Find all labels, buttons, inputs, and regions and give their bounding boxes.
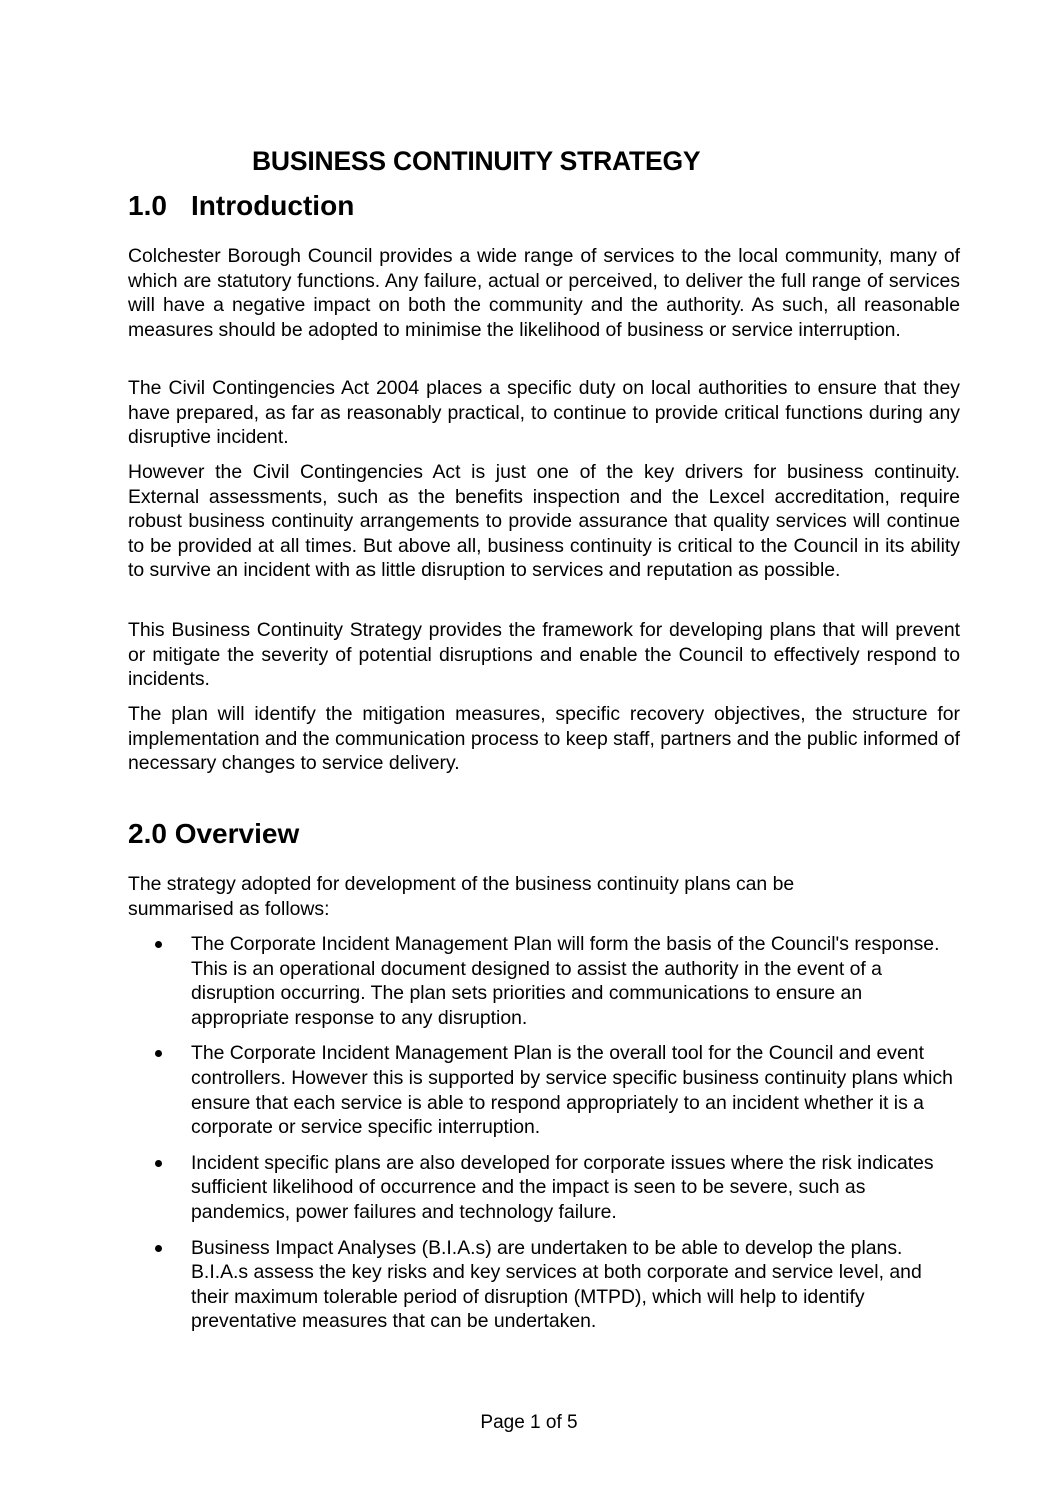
list-item-text: The Corporate Incident Management Plan is the overall tool for the Council and event controllers. However this is supported by service specific business continuity plans which ensure that each service is able to respond appropriately to an incident whether it is a corporate or service specific interruption. bbox=[191, 1042, 953, 1139]
list-item bbox=[128, 1151, 960, 1225]
page-number-footer: Page 1 of 5 bbox=[480, 1412, 578, 1433]
overview-bullet-list bbox=[128, 932, 960, 1345]
overview-intro: The strategy adopted for development of the business continuity plans can be summarised as follows: bbox=[128, 873, 795, 920]
intro-paragraph-2: The Civil Contingencies Act 2004 places a specific duty on local authorities to ensure that they have prepared, as far as reasonably practical, to continue to provide critical functions during any disruptive incident. bbox=[128, 377, 960, 449]
list-item-text: Business Impact Analyses (B.I.A.s) are undertaken to be able to develop the plans. B.I.A.s assess the key risks and key services at both corporate and service level, and their maximum tolerable period of disruption (MTPD), which will help to identify preventative measures that can be undertaken. bbox=[191, 1236, 922, 1333]
list-item-text: The Corporate Incident Management Plan will form the basis of the Council's response. This is an operational document designed to assist the authority in the event of a disruption occurring. The plan sets priorities and communications to ensure an appropriate response to any disruption. bbox=[191, 933, 940, 1029]
bullet-icon bbox=[155, 1245, 162, 1252]
list-item bbox=[128, 932, 960, 1030]
list-item-text: Incident specific plans are also developed for corporate issues where the risk indicates sufficient likelihood of occurrence and the impact is seen to be severe, such as pandemics, power failures and technology failure. bbox=[191, 1151, 934, 1223]
section-1-heading bbox=[128, 190, 354, 222]
bullet-icon bbox=[155, 1160, 162, 1167]
intro-paragraph-1: Colchester Borough Council provides a wide range of services to the local community, many of which are statutory functions. Any failure, actual or perceived, to deliver the full range of services will have a negative impact on both the community and the authority. As such, all reasonable measures should be adopted to minimise the likelihood of business or service interruption. bbox=[128, 245, 960, 341]
list-item bbox=[128, 1041, 960, 1139]
section-2-heading: 2.0 Overview bbox=[128, 818, 300, 849]
section-1-number: 1.0 bbox=[128, 190, 167, 221]
intro-paragraph-5: The plan will identify the mitigation measures, specific recovery objectives, the structure for implementation and the communication process to keep staff, partners and the public informed of necessary changes to service delivery. bbox=[128, 703, 960, 775]
list-item bbox=[128, 1236, 960, 1334]
section-1-title: Introduction bbox=[191, 190, 355, 221]
document-title: BUSINESS CONTINUITY STRATEGY bbox=[252, 146, 701, 176]
bullet-icon bbox=[155, 1050, 162, 1057]
bullet-icon bbox=[155, 941, 162, 948]
intro-paragraph-3: However the Civil Contingencies Act is just one of the key drivers for business continuity. External assessments, such as the benefits inspection and the Lexcel accreditation, require robust business continuity arrangements to provide assurance that quality services will continue to be provided at all times. But above all, business continuity is critical to the Council in its ability to survive an incident with as little disruption to services and reputation as possible. bbox=[128, 461, 960, 582]
intro-paragraph-4: This Business Continuity Strategy provides the framework for developing plans that will prevent or mitigate the severity of potential disruptions and enable the Council to effectively respond to incidents. bbox=[128, 619, 960, 691]
